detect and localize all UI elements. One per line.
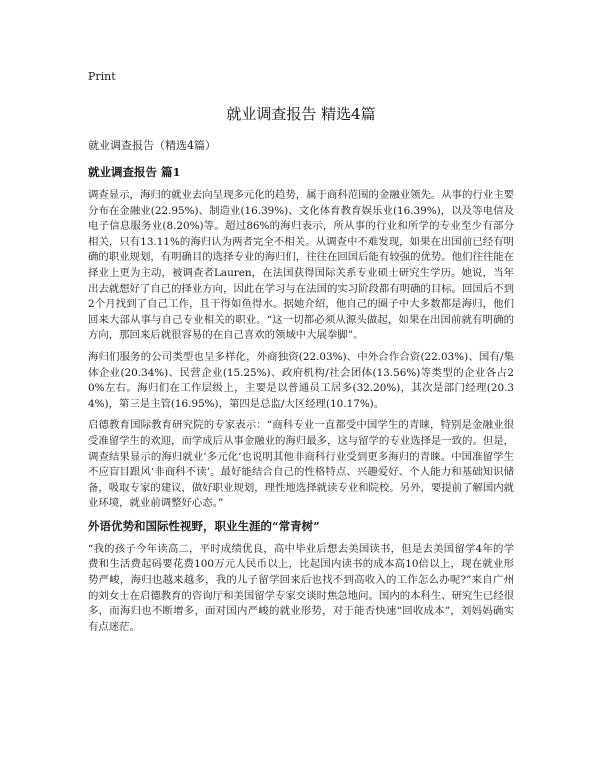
section-heading-2: 外语优势和国际性视野，职业生涯的“常青树” <box>88 518 320 533</box>
paragraph: 启德教育国际教育研究院的专家表示：“商科专业一直都受中国学生的青睐，特别是金融业很受准留学生的欢迎，而学成后从事金融业的海归最多，这与留学的专业选择是一致的。但是，调查结果显示的海归就业‘多元化’也说明其他非商科行业受到更多海归的青睐。中国准留学生不应盲目跟风‘非商科不读’。最好能结合自己的性格特点、兴趣爱好、个人能力和基础知识储备，吸取专家的建议，做好职业规划，理性地选择就读专业和院校。另外，要提前了解国内就业环境，就业前调整好心态。” <box>88 419 515 510</box>
paragraph: “我的孩子今年读高二，平时成绩优良，高中毕业后想去美国读书，但是去美国留学4年的学费和生活费起码要花费100万元人民币以上，比起国内读书的成本高10倍以上，现在就业形势严峻，海归也越来越多，我的儿子留学回来后也找不到高收入的工作怎么办呢?”来自广州的刘女士在启德教育的咨询厅和美国留学专家交谈时焦急地问。国内的本科生、研究生已经很多，而海归也不断增多，面对国内严峻的就业形势，对于能否快速“回收成本”，刘妈妈确实有点迷茫。 <box>88 542 515 633</box>
document-title: 就业调查报告 精选4篇 <box>226 105 376 123</box>
section-heading-1: 就业调查报告 篇1 <box>88 165 181 179</box>
document-subtitle: 就业调查报告（精选4篇） <box>88 139 216 152</box>
document-page <box>88 70 514 641</box>
paragraph: 海归们服务的公司类型也呈多样化，外商独资(22.03%)、中外合作合资(22.03%)、国有/集体企业(20.34%)、民营企业(15.25%)、政府机构/社会团体(13.56%)等类型的企业各占20%左右。海归们在工作层级上，主要是以普通员工居多(32.20%)，其次是部门经理(20.34%)，第三是主管(16.95%)，第四是总监/大区经理(10.17%)。 <box>88 350 514 410</box>
print-link[interactable]: Print <box>88 70 116 83</box>
paragraph: 调查显示，海归的就业去向呈现多元化的趋势，属于商科范围的金融业领先。从事的行业主要分布在金融业(22.95%)、制造业(16.39%)、文化体育教育娱乐业(16.39%)，以及等电信及电子信息服务业(8.20%)等。超过86%的海归表示，所从事的行业和所学的专业至少有部分相关，只有13.11%的海归认为两者完全不相关。从调查中不难发现，如果在出国前已经有明确的职业规划，有明确目的选择专业的海归们，往往在回国后能有较强的优势。他们往往能在择业上更为主动，被调查者Lauren，在法国获得国际关系专业硕士研究生学历。她说，当年出去就想好了自己的择业方向，因此在学习与在法国的实习阶段都有明确的目标。回国后不到2个月找到了自己工作，且干得如鱼得水。据她介绍，他自己的圈子中大多数都是海归，他们回来大部从事与自己专业相关的职业。“这一切都必须从源头做起，如果在出国前就有明确的方向，那回来后就很容易的在自己喜欢的领域中大展拳脚”。 <box>88 189 515 342</box>
